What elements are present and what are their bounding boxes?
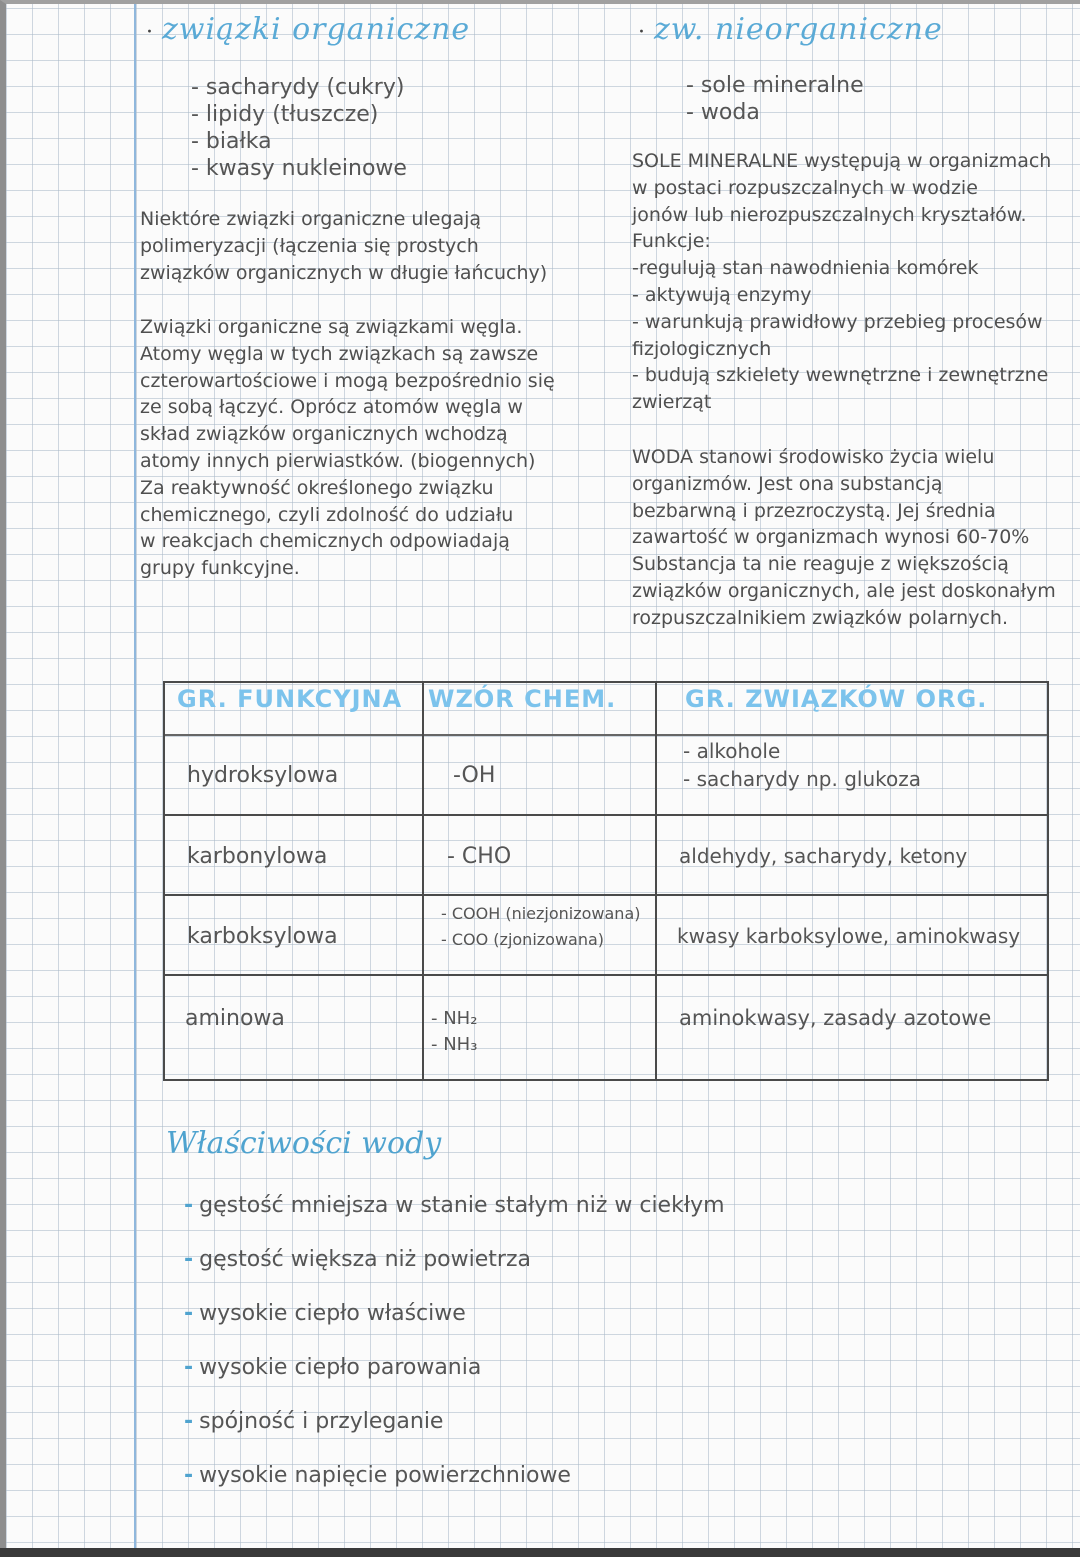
text-line: Związki organiczne są związkami węgla. [140,316,523,338]
list-item [184,1348,725,1402]
list-item: - sacharydy (cukry) [191,75,405,100]
text-line: Funkcje: [632,230,711,253]
text-line: wysokie napięcie powierzchniowe [199,1463,571,1488]
text-line: gęstość mniejsza w stanie stałym niż w ciekłym [199,1193,725,1218]
table-cell-formula: - CHO [447,844,512,869]
table-cell-compounds: aldehydy, sacharydy, ketony [679,844,968,868]
table-border [163,681,1049,683]
table-border [1047,681,1049,1081]
table-header-formula: WZÓR CHEM. [428,685,617,713]
text-line: wysokie ciepło właściwe [199,1301,466,1326]
organic-compounds-list [191,74,407,182]
inorganic-compounds-list [686,72,864,126]
text-line: gęstość większa niż powietrza [199,1247,531,1272]
table-cell-group: karbonylowa [187,844,328,869]
table-header-group: GR. FUNKCYJNA [177,685,403,713]
text-line: polimeryzacji (łączenia się prostych [140,234,479,257]
organic-title-text: związki organiczne [162,12,471,47]
text-line: - budują szkielety wewnętrzne i zewnętrzne [632,364,1049,387]
text-line: fizjologicznych [632,337,772,360]
text-line: rozpuszczalnikiem związków polarnych. [632,606,1008,629]
table-divider [422,681,424,1081]
table-divider [163,734,1049,736]
text-line: bezbarwną i przezroczystą. Jej średnia [632,499,996,522]
text-line: atomy innych pierwiastków. (biogennych) [140,449,536,472]
text-line: spójność i przyleganie [199,1409,444,1434]
list-item [184,1240,725,1294]
text-line: Substancja ta nie reaguje z większością [632,553,1009,576]
text-line: SOLE MINERALNE występują w organizmach [632,150,1052,172]
text-line: skład związków organicznych wchodzą [140,423,508,446]
inorganic-title-text: zw. nieorganiczne [654,12,943,47]
text-line: WODA stanowi środowisko życia wielu [632,446,995,468]
table-cell-compounds: aminokwasy, zasady azotowe [679,1006,992,1030]
dash-bullet: - [184,1193,194,1218]
dash-bullet: - [184,1463,194,1488]
margin-line [134,4,136,1548]
text-line: ze sobą łączyć. Oprócz atomów węgla w [140,396,523,419]
dash-bullet: - [184,1409,194,1434]
text-line: - NH₃ [431,1034,478,1055]
text-line: związków organicznych, ale jest doskonałym [632,579,1056,602]
text-line: wysokie ciepło parowania [199,1355,482,1380]
bullet-dot: · [146,20,154,45]
list-item: - sole mineralne [686,73,864,98]
list-item [184,1402,725,1456]
text-line: w postaci rozpuszczalnych w wodzie [632,176,978,199]
carbon-compounds-note [140,314,555,582]
text-line: - COO (zjonizowana) [441,930,605,949]
text-line: - warunkują prawidłowy przebieg procesów [632,310,1043,333]
table-divider [163,814,1049,816]
text-line: - alkohole [683,739,781,763]
water-properties-heading: Właściwości wody [166,1126,442,1161]
table-divider [163,894,1049,896]
table-border [163,681,165,1081]
text-line: czterowartościowe i mogą bezpośrednio się [140,369,555,392]
text-line: Atomy węgla w tych związkach są zawsze [140,342,539,365]
text-line: organizmów. Jest ona substancją [632,472,943,495]
table-cell-formula: -OH [453,763,496,788]
list-item: - lipidy (tłuszcze) [191,102,379,127]
inorganic-compounds-heading [638,12,943,47]
text-line: Niektóre związki organiczne ulegają [140,208,482,230]
table-cell-group: karboksylowa [187,924,338,949]
table-cell-group: aminowa [185,1006,285,1031]
table-divider [163,974,1049,976]
dash-bullet: - [184,1355,194,1380]
table-cell-formula [431,1006,477,1058]
text-line: - NH₂ [431,1008,478,1029]
functional-groups-table [163,681,1049,1081]
text-line: - aktywują enzymy [632,283,812,306]
dash-bullet: - [184,1247,194,1272]
text-line: jonów lub nierozpuszczalnych kryształów. [632,203,1027,226]
list-item [184,1186,725,1240]
text-line: - COOH (niezjonizowana) [441,904,641,923]
text-line: - sacharydy np. glukoza [683,767,921,791]
table-cell-compounds [683,737,921,793]
list-item: - kwasy nukleinowe [191,156,407,181]
text-line: związków organicznych w długie łańcuchy) [140,261,548,284]
dash-bullet: - [184,1301,194,1326]
list-item: - woda [686,100,760,125]
table-header-compounds: GR. ZWIĄZKÓW ORG. [685,685,988,713]
water-note [632,444,1056,632]
table-border [163,1079,1049,1081]
table-divider [655,681,657,1081]
text-line: grupy funkcyjne. [140,557,300,580]
list-item: - białka [191,129,272,154]
text-line: Za reaktywność określonego związku [140,476,494,499]
text-line: w reakcjach chemicznych odpowiadają [140,530,510,553]
bullet-dot: · [638,20,646,45]
text-line: zwierząt [632,391,712,414]
text-line: -regulują stan nawodnienia komórek [632,257,979,280]
table-cell-formula [441,901,641,953]
organic-compounds-heading [146,12,470,47]
mineral-salts-note [632,148,1051,416]
list-item [184,1294,725,1348]
list-item [184,1456,725,1510]
text-line: chemicznego, czyli zdolność do udziału [140,503,514,526]
table-cell-compounds: kwasy karboksylowe, aminokwasy [677,924,1021,948]
polymerization-note [140,206,547,286]
table-cell-group: hydroksylowa [187,763,339,788]
water-properties-list [184,1186,725,1510]
text-line: zawartość w organizmach wynosi 60-70% [632,526,1030,549]
